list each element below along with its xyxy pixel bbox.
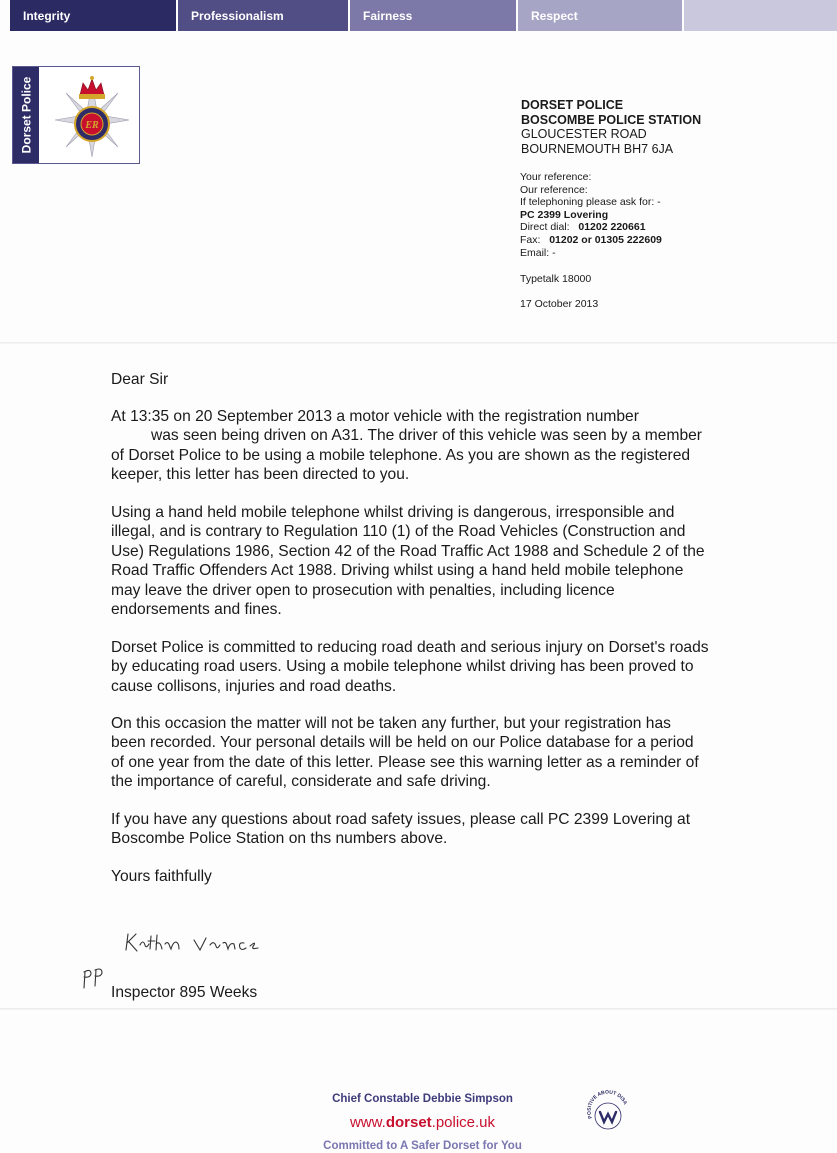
address-station: BOSCOMBE POLICE STATION xyxy=(521,112,702,127)
direct-dial-number: 01202 220661 xyxy=(578,221,646,234)
text-line: of one year from the date of this letter. Please see this warning letter as a reminder of xyxy=(111,753,699,771)
salutation: Dear Sir xyxy=(111,371,169,388)
value-respect xyxy=(518,0,682,31)
value-integrity xyxy=(10,0,176,31)
paper-fold xyxy=(0,1008,837,1010)
value-label: Integrity xyxy=(23,8,71,23)
badge-text: POSITIVE ABOUT DISA xyxy=(586,1090,629,1120)
your-reference: Your reference: xyxy=(520,171,592,183)
text-line: Dorset Police is committed to reducing road death and serious injury on Dorset's roads xyxy=(111,639,709,656)
telephone-contact-label: If telephoning please ask for: - xyxy=(520,196,661,209)
typetalk: Typetalk 18000 xyxy=(520,273,592,285)
police-logo xyxy=(12,66,140,164)
paragraph-contact xyxy=(111,810,761,849)
url-suffix: .police.uk xyxy=(431,1114,496,1131)
text-line: may leave the driver open to prosecution with penalties, including licence xyxy=(111,581,615,599)
our-reference: Our reference: xyxy=(520,183,588,196)
text-line: of Dorset Police to be using a mobile telephone. As you are shown as the registered xyxy=(111,446,691,464)
paragraph-commitment xyxy=(111,638,761,696)
text-line: cause collisons, injuries and road deaths. xyxy=(111,677,397,695)
value-professionalism xyxy=(178,0,348,31)
website-link[interactable] xyxy=(0,1114,837,1131)
address-town: BOURNEMOUTH BH7 6JA xyxy=(521,141,674,156)
value-blank xyxy=(684,0,837,31)
value-label: Respect xyxy=(531,8,578,23)
police-crest-icon xyxy=(47,71,137,161)
text-line: Road Traffic Offenders Act 1988. Driving whilst using a hand held mobile telephone xyxy=(111,562,684,580)
fax-number: 01202 or 01305 222609 xyxy=(549,233,662,246)
text-line: been recorded. Your personal details will be held on our Police database for a period xyxy=(111,734,694,752)
chief-constable: Chief Constable Debbie Simpson xyxy=(332,1093,513,1105)
direct-dial-label: Direct dial: xyxy=(520,221,570,234)
letter-date: 17 October 2013 xyxy=(520,298,599,310)
paper-fold xyxy=(0,342,837,344)
svg-text:POSITIVE ABOUT DISABLED PEOPLE xyxy=(584,1090,628,1119)
email-row: Email: - xyxy=(520,246,556,259)
text-line: keeper, this letter has been directed to you. xyxy=(111,466,410,484)
pp-handwritten-icon xyxy=(82,964,108,990)
contact-officer: PC 2399 Lovering xyxy=(520,208,609,221)
value-label: Professionalism xyxy=(191,8,284,23)
closing: Yours faithfully xyxy=(111,868,212,885)
fax-label: Fax: xyxy=(520,233,541,246)
tagline: Committed to A Safer Dorset for You xyxy=(323,1140,522,1152)
signature-image xyxy=(124,930,264,956)
text-line: was seen being driven on A31. The driver of this vehicle was seen by a member xyxy=(151,427,702,445)
url-prefix: www. xyxy=(349,1114,386,1131)
crown-icon xyxy=(79,76,105,99)
signatory: Inspector 895 Weeks xyxy=(111,984,258,1001)
station-address xyxy=(521,98,701,156)
text-line: Using a hand held mobile telephone whilst driving is dangerous, irresponsible and xyxy=(111,504,675,521)
value-fairness xyxy=(350,0,516,31)
text-line: Use) Regulations 1986, Section 42 of the Road Traffic Act 1988 and Schedule 2 of the xyxy=(111,542,705,560)
text-line: On this occasion the matter will not be taken any further, but your registration has xyxy=(111,715,671,732)
text-line: At 13:35 on 20 September 2013 a motor vehicle with the registration number xyxy=(111,408,639,425)
text-line: the importance of careful, considerate and safe driving. xyxy=(111,773,491,791)
svg-text:ER: ER xyxy=(85,120,99,131)
text-line: Boscombe Police Station on ths numbers above. xyxy=(111,830,448,848)
reference-block xyxy=(520,171,662,259)
values-banner xyxy=(10,0,837,31)
text-line: endorsements and fines. xyxy=(111,601,282,619)
address-road: GLOUCESTER ROAD xyxy=(521,127,647,142)
direct-dial-row xyxy=(520,221,662,234)
paragraph-legislation xyxy=(111,503,761,619)
address-org: DORSET POLICE xyxy=(521,98,624,112)
paragraph-incident xyxy=(111,407,761,485)
text-line: illegal, and is contrary to Regulation 110 (1) of the Road Vehicles (Construction and xyxy=(111,523,686,541)
disability-badge-icon xyxy=(584,1090,632,1134)
logo-label: Dorset Police xyxy=(19,76,34,154)
fax-row xyxy=(520,234,662,247)
text-line: If you have any questions about road safety issues, please call PC 2399 Lovering at xyxy=(111,811,691,828)
text-line: by educating road users. Using a mobile telephone whilst driving has been proved to xyxy=(111,658,694,676)
value-label: Fairness xyxy=(363,8,413,23)
logo-strip xyxy=(13,67,39,163)
paragraph-warning xyxy=(111,714,761,792)
url-domain: dorset xyxy=(385,1114,432,1131)
